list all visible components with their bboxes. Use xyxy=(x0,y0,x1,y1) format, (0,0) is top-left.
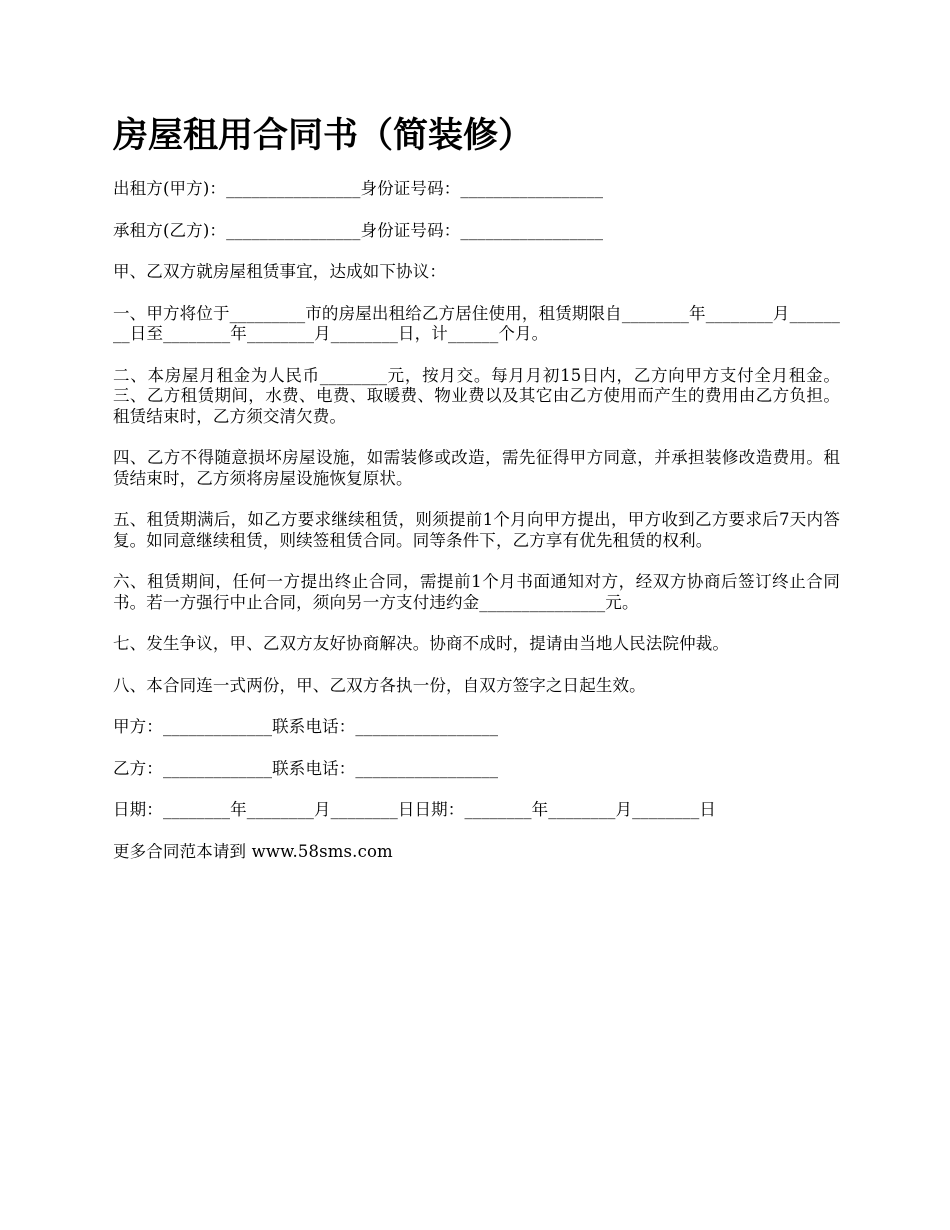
agreement-intro: 甲、乙双方就房屋租赁事宜，达成如下协议： xyxy=(113,262,446,281)
footer-link-text: 更多合同范本请到 www.58sms.com xyxy=(113,841,393,861)
clause-6: 六、租赁期间，任何一方提出终止合同，需提前1个月书面通知对方，经双方协商后签订终止合同书。若一方强行中止合同，须向另一方支付违约金_______________元。 xyxy=(113,572,840,612)
clause-8: 八、本合同连一式两份，甲、乙双方各执一份，自双方签字之日起生效。 xyxy=(113,675,646,695)
clause-7: 七、发生争议，甲、乙双方友好协商解决。协商不成时，提请由当地人民法院仲裁。 xyxy=(113,634,730,653)
document-page xyxy=(113,108,840,883)
clause-2-3: 二、本房屋月租金为人民币________元，按月交。每月月初15日内，乙方向甲方支付全月租金。三、乙方租赁期间，水费、电费、取暖费、物业费以及其它由乙方使用而产生的费用由乙方负担。租赁结束时，乙方须交清欠费。 xyxy=(113,365,840,426)
party-a-signature-line: 甲方：_____________联系电话：_________________ xyxy=(113,717,499,736)
party-b-signature-line: 乙方：_____________联系电话：_________________ xyxy=(113,758,499,778)
clause-5: 五、租赁期满后，如乙方要求继续租赁，则须提前1个月向甲方提出，甲方收到乙方要求后7天内答复。如同意继续租赁，则续签租赁合同。同等条件下，乙方享有优先租赁的权利。 xyxy=(113,510,840,550)
lessee-line: 承租方(乙方)：________________身份证号码：_________________ xyxy=(113,220,604,240)
lessor-line: 出租方(甲方)：________________身份证号码：_________________ xyxy=(113,179,604,198)
clause-1: 一、甲方将位于_________市的房屋出租给乙方居住使用，租赁期限自________年________月________日至________年________月________日，计______个月。 xyxy=(113,303,840,343)
date-line: 日期：________年________月________日日期：________年________月________日 xyxy=(113,800,716,819)
clause-4: 四、乙方不得随意损坏房屋设施，如需装修或改造，需先征得甲方同意，并承担装修改造费用。租赁结束时，乙方须将房屋设施恢复原状。 xyxy=(113,448,840,488)
document-title: 房屋租用合同书（简装修） xyxy=(113,116,534,156)
